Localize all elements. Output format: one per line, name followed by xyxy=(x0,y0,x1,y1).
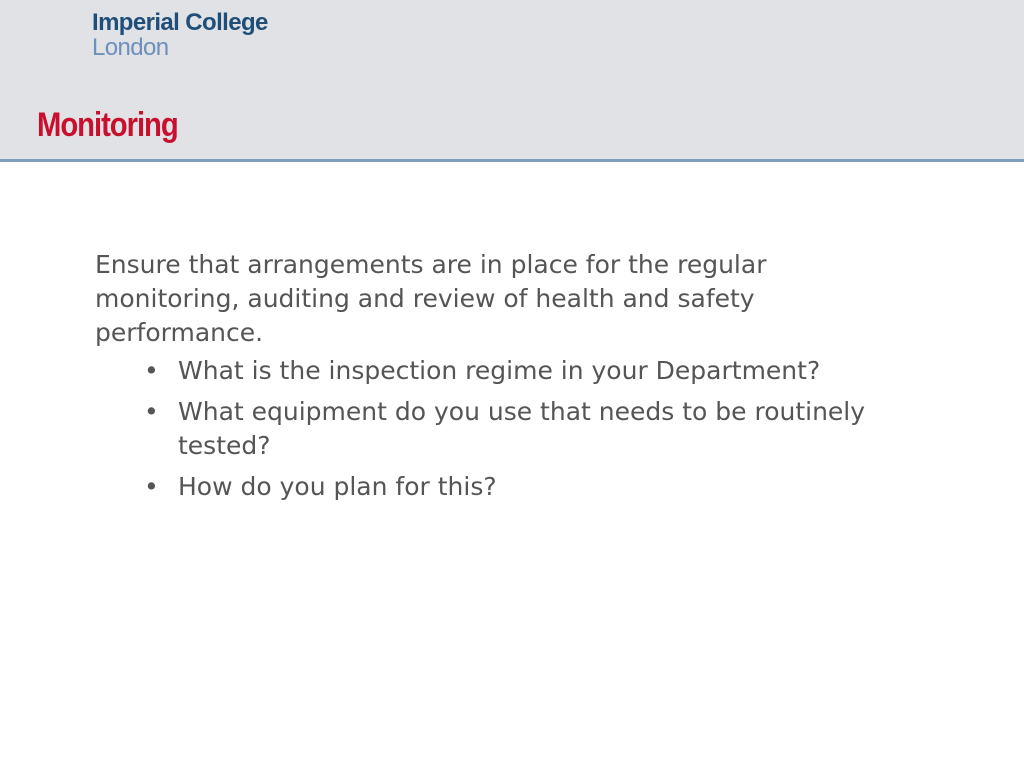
logo-line-2: London xyxy=(92,34,169,61)
bullet-list xyxy=(95,354,925,504)
bullet-text: What is the inspection regime in your Department? xyxy=(178,356,821,385)
imperial-college-logo xyxy=(92,10,268,60)
slide-body xyxy=(95,248,925,511)
slide-header xyxy=(0,0,1024,162)
bullet-icon: • xyxy=(144,397,159,426)
bullet-item xyxy=(144,354,918,388)
logo-line-1: Imperial College xyxy=(92,9,268,36)
bullet-text: What equipment do you use that needs to be routinely tested? xyxy=(178,397,866,460)
slide-title: Monitoring xyxy=(37,106,178,144)
intro-paragraph: Ensure that arrangements are in place for the regular monitoring, auditing and review of health and safety performance. xyxy=(95,250,767,347)
bullet-item xyxy=(144,470,918,504)
bullet-icon: • xyxy=(144,356,159,385)
bullet-text: How do you plan for this? xyxy=(178,472,497,501)
bullet-icon: • xyxy=(144,472,159,501)
bullet-item xyxy=(144,395,918,463)
